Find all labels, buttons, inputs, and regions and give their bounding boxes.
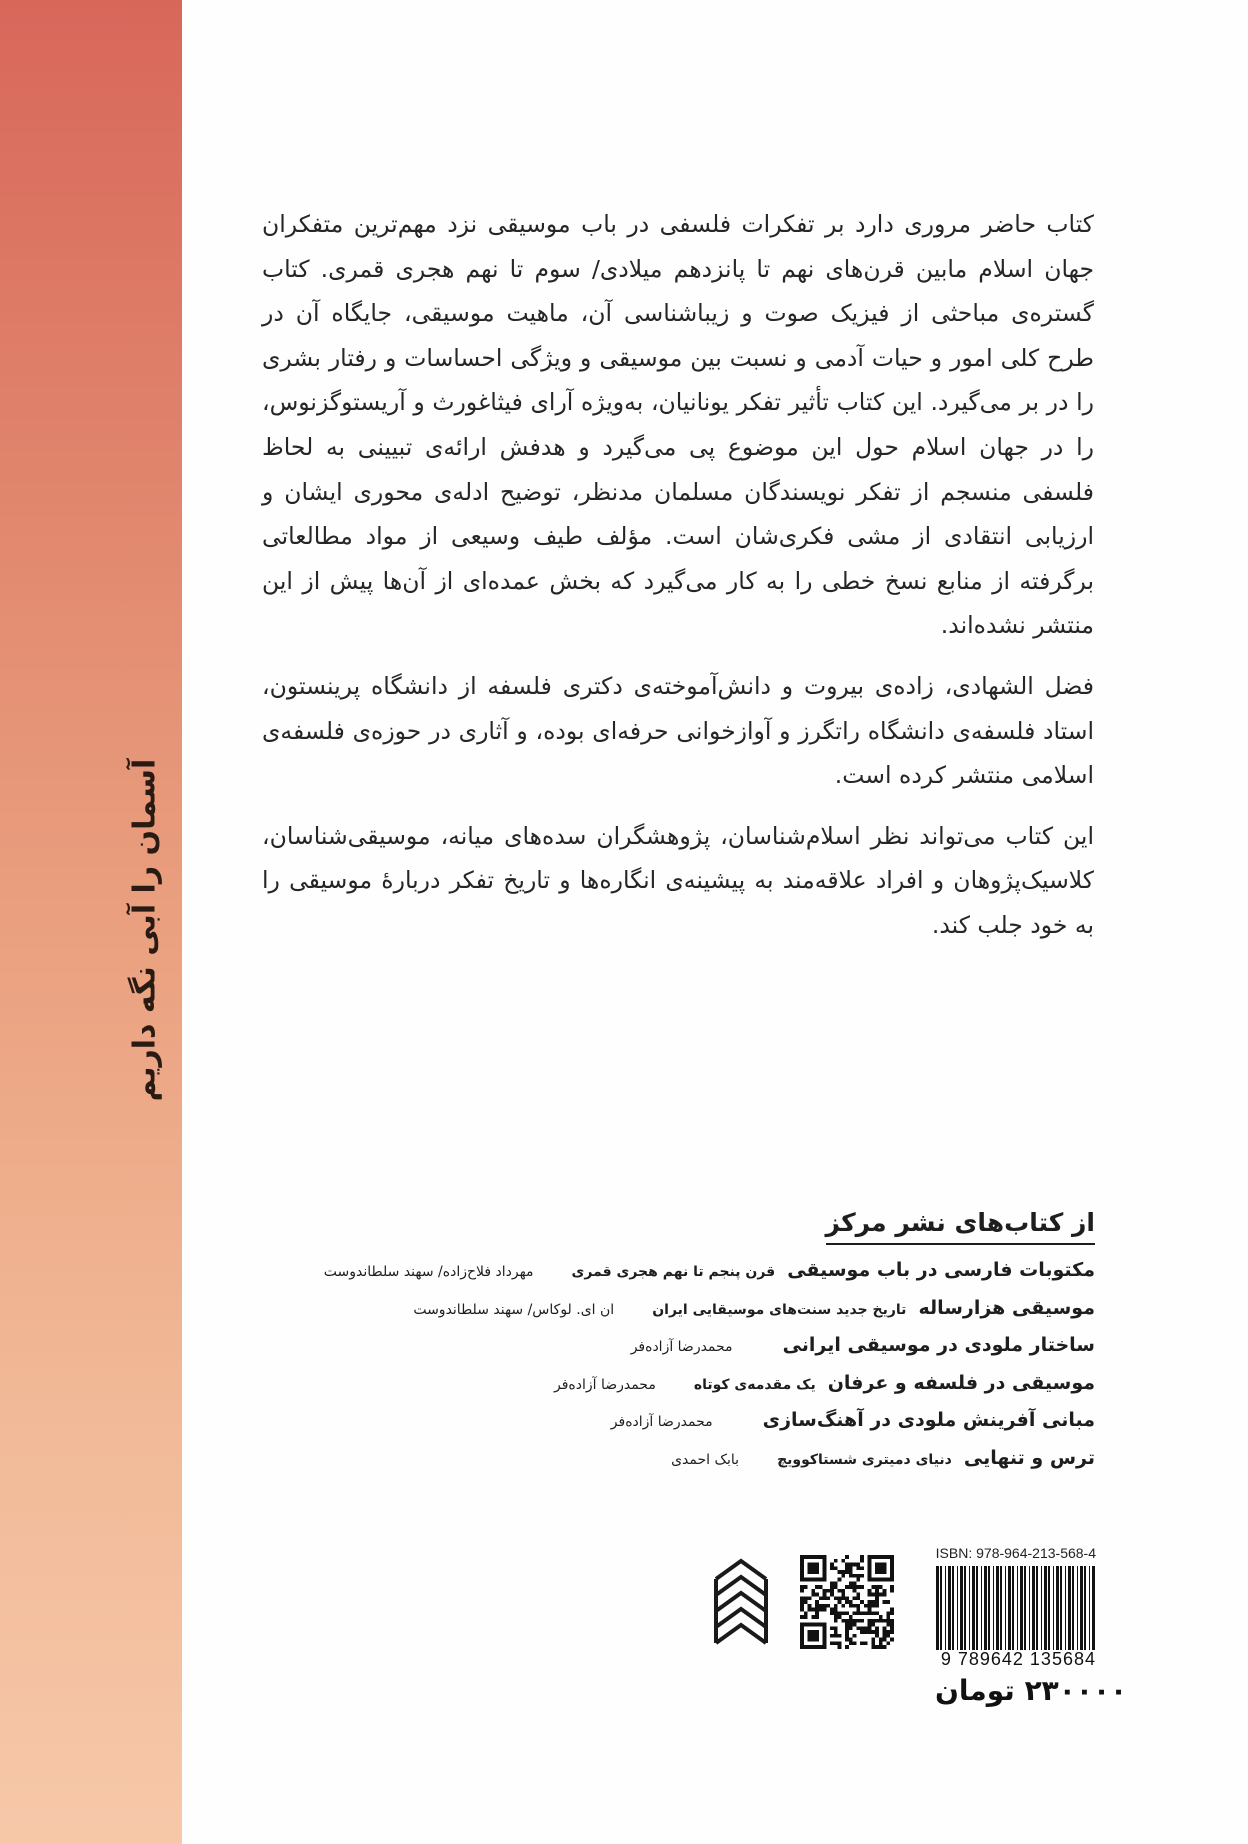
blurb-paragraph-3: این کتاب می‌تواند نظر اسلام‌شناسان، پژوهشگران سده‌های میانه، موسیقی‌شناسان، کلاسیک‌پژوهان و افراد علاقه‌مند به پیشینه‌ی انگاره‌ها و تاریخ تفکر دربارهٔ موسیقی را به خود جلب کند.: [262, 821, 1094, 939]
book-title: ساختار ملودی در موسیقی ایرانی: [782, 1334, 1095, 1356]
catalog-item: [323, 1259, 1095, 1297]
book-subtitle: تاریخ جدید سنت‌های موسیقایی ایران: [652, 1301, 907, 1318]
book-author: محمدرضا آزاده‌فر: [630, 1339, 733, 1355]
blurb: [262, 202, 1094, 964]
blurb-paragraph-2: فضل الشهادی، زاده‌ی بیروت و دانش‌آموخته‌ی دکتری فلسفه از دانشگاه پرینستون، استاد فلسفه‌ی دانشگاه راتگرز و آوازخوانی حرفه‌ای بوده، و آثاری در حوزه‌ی فلسفه‌ی اسلامی منتشر کرده است.: [262, 671, 1094, 790]
book-subtitle: دنیای دمیتری شستاکوویچ: [777, 1451, 952, 1468]
book-author: محمدرضا آزاده‌فر: [610, 1414, 713, 1430]
barcode-icon: [934, 1566, 1096, 1650]
book-title: موسیقی هزارساله: [918, 1296, 1095, 1319]
spine-title: آسمان را آبی نگه داریم: [127, 758, 163, 1102]
catalog-item: [400, 1447, 1095, 1485]
book-author: محمدرضا آزاده‌فر: [553, 1376, 656, 1393]
blurb-paragraph-1: کتاب حاضر مروری دارد بر تفکرات فلسفی در باب موسیقی نزد مهم‌ترین متفکران جهان اسلام مابین قرن‌های نهم تا پانزدهم میلادی/ سوم تا نهم هجری قمری. کتاب گستره‌ی مباحثی از فیزیک صوت و زیباشناسی آن، ماهیت موسیقی، جایگاه آن در طرح کلی امور و حیات آدمی و نسبت بین موسیقی و ویژگی احساسات و رفتار بشری را در بر می‌گیرد. این کتاب تأثیر تفکر یونانیان، به‌ویژه آرای فیثاغورث و آریستوگزنوس، را در جهان اسلام حول این موضوع پی می‌گیرد و هدفش ارائه‌ی تبیینی به لحاظ فلسفی منسجم از تفکر نویسندگان مسلمان مدنظر، توضیح ادله‌ی محوری ایشان و ارزیابی انتقادی از مشی فکری‌شان است. مؤلف طیف وسیعی از مواد مطالعاتی برگرفته از منابع نسخ خطی را به کار می‌گیرد که بخش عمده‌ای از آن‌ها پیش از این منتشر نشده‌اند.: [262, 210, 1094, 640]
spine-band: [0, 0, 182, 1844]
catalog-item: [400, 1372, 1095, 1410]
catalog-item: [400, 1409, 1095, 1447]
book-author: ان ای. لوکاس/ سهند سلطاندوست: [413, 1301, 615, 1318]
price-label: ۲۳۰۰۰۰ تومان: [935, 1674, 1128, 1707]
book-title: مکتوبات فارسی در باب موسیقی: [787, 1259, 1095, 1281]
barcode-digits: 9 789642 135684: [940, 1649, 1096, 1669]
publisher-logo-icon: [712, 1555, 770, 1647]
codes-block: [712, 1545, 1096, 1675]
book-title: موسیقی در فلسفه و عرفان: [827, 1371, 1095, 1394]
book-author: بابک احمدی: [671, 1451, 740, 1468]
publisher-catalog: [323, 1208, 1095, 1484]
book-author: مهرداد فلاح‌زاده/ سهند سلطاندوست: [323, 1264, 534, 1280]
catalog-item: [400, 1334, 1095, 1372]
catalog-heading: از کتاب‌های نشر مرکز: [826, 1208, 1095, 1245]
qr-code-icon: [800, 1555, 894, 1649]
book-title: ترس و تنهایی: [963, 1446, 1095, 1469]
book-subtitle: یک مقدمه‌ی کوتاه: [693, 1376, 816, 1393]
catalog-item: [400, 1297, 1095, 1335]
book-title: مبانی آفرینش ملودی در آهنگ‌سازی: [762, 1409, 1095, 1431]
isbn-label: ISBN: 978-964-213-568-4: [935, 1545, 1096, 1561]
book-subtitle: قرن پنجم تا نهم هجری قمری: [571, 1264, 776, 1280]
